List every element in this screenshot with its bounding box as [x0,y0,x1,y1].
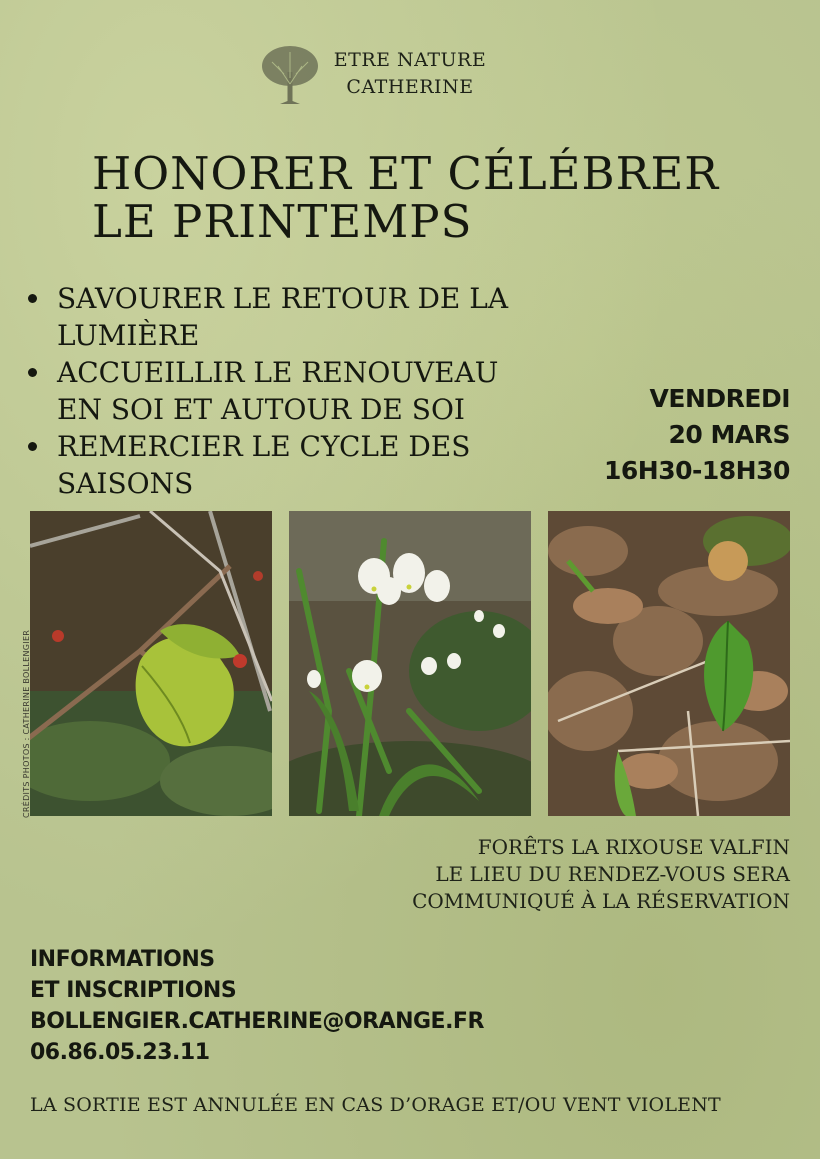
list-item: REMERCIER LE CYCLE DES SAISONS [28,428,528,502]
activity-list [28,280,528,502]
photo-credit: CRÉDITS PHOTOS : CATHERINE BOLLENGIER [22,629,31,818]
location-line-3: COMMUNIQUÉ À LA RÉSERVATION [412,889,790,913]
title-line-1: HONORER ET CÉLÉBRER [92,147,720,200]
location-line-2: LE LIEU DU RENDEZ-VOUS SERA [435,862,790,886]
bullet-icon [28,294,37,303]
snowflake-flowers-photo [289,511,531,816]
event-date: 20 MARS [668,420,790,449]
contact-info [30,944,484,1068]
title-line-2: LE PRINTEMPS [92,195,473,248]
list-item: ACCUEILLIR LE RENOUVEAU EN SOI ET AUTOUR DE SOI [28,354,528,428]
bullet-icon [28,368,37,377]
tree-icon [258,44,322,106]
budding-leaves-photo [30,511,272,816]
info-line-1: INFORMATIONS [30,947,215,972]
list-item: SAVOURER LE RETOUR DE LA LUMIÈRE [28,280,528,354]
cancellation-note: LA SORTIE EST ANNULÉE EN CAS D’ORAGE ET/OU VENT VIOLENT [30,1094,721,1116]
brand-line-1: ETRE NATURE [333,49,487,71]
event-day: VENDREDI [649,384,790,413]
location-info [412,834,790,915]
bullet-icon [28,442,37,451]
contact-phone[interactable]: 06.86.05.23.11 [30,1040,210,1065]
page-title [92,147,772,248]
event-time: 16H30-18H30 [604,456,790,485]
info-line-2: ET INSCRIPTIONS [30,978,237,1003]
brand-line-2: CATHERINE [346,76,474,98]
forest-floor-sprout-photo [548,511,790,816]
location-line-1: FORÊTS LA RIXOUSE VALFIN [477,835,790,859]
brand-name [330,47,490,101]
contact-email[interactable]: BOLLENGIER.CATHERINE@ORANGE.FR [30,1009,484,1034]
